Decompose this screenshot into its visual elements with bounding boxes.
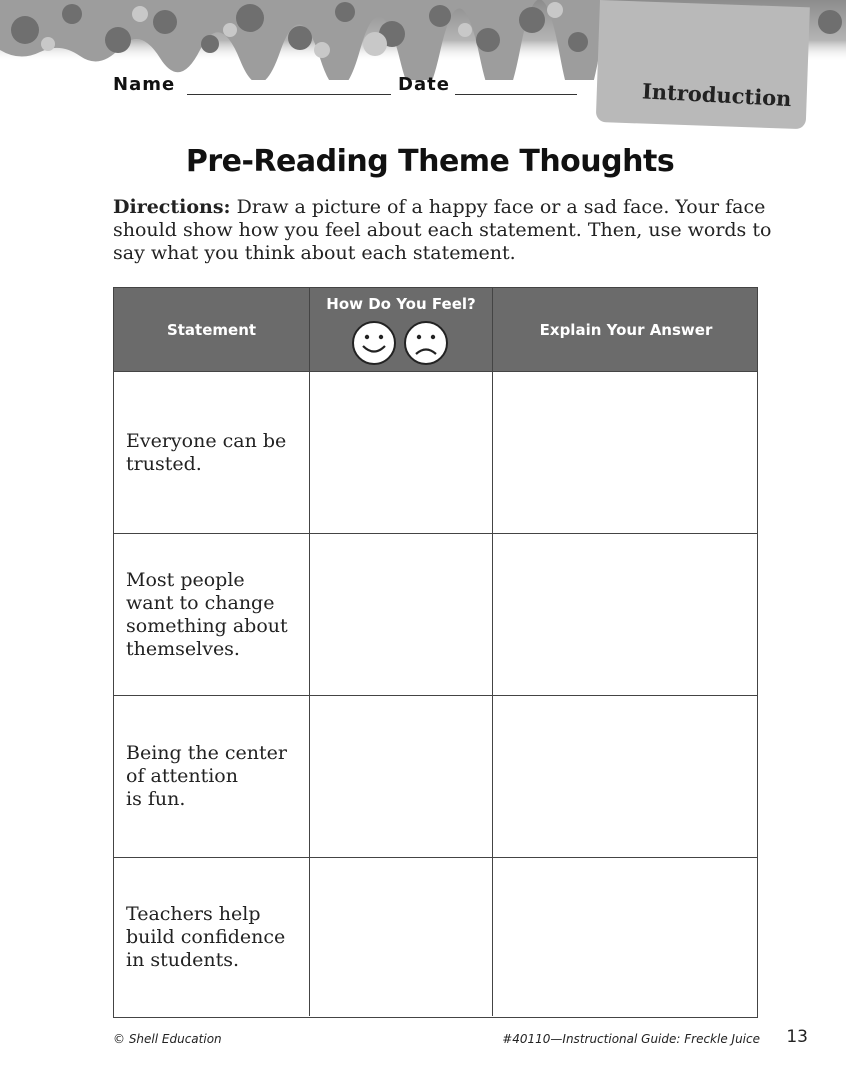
feel-answer-cell[interactable]	[310, 534, 493, 695]
header-feel	[310, 288, 493, 371]
date-line[interactable]	[455, 94, 577, 95]
sad-face-icon	[405, 322, 447, 364]
feel-answer-cell[interactable]	[310, 858, 493, 1016]
statement-cell	[114, 696, 310, 857]
header-feel-label: How Do You Feel?	[326, 295, 476, 313]
directions-paragraph	[113, 196, 773, 265]
table-header	[114, 288, 757, 371]
table-row	[114, 857, 757, 1016]
footer-copyright: © Shell Education	[113, 1032, 222, 1046]
statement-cell	[114, 534, 310, 695]
statement-text: Most people want to change something about themselves.	[126, 568, 288, 660]
response-table	[113, 287, 758, 1018]
directions-lead: Directions:	[113, 196, 231, 218]
footer-product-code: #40110—Instructional Guide: Freckle Juice	[502, 1032, 760, 1046]
header-statement	[114, 288, 310, 371]
feel-answer-cell[interactable]	[310, 696, 493, 857]
section-tab-label: Introduction	[641, 78, 793, 112]
happy-face-icon	[353, 322, 395, 364]
name-line[interactable]	[187, 94, 391, 95]
statement-cell	[114, 372, 310, 533]
statement-cell	[114, 858, 310, 1016]
directions-text: Draw a picture of a happy face or a sad face. Your face should show how you feel about each statement. Then, use words to say what you think about each statement.	[113, 196, 772, 264]
header-explain	[493, 288, 759, 371]
statement-text: Being the center of attention is fun.	[126, 742, 287, 810]
name-date-row	[113, 74, 583, 98]
explain-answer-cell[interactable]	[493, 534, 759, 695]
statement-text: Everyone can be trusted.	[126, 429, 287, 475]
table-row	[114, 695, 757, 857]
page-number: 13	[786, 1027, 808, 1047]
explain-answer-cell[interactable]	[493, 858, 759, 1016]
statement-text: Teachers help build confidence in students.	[126, 902, 286, 971]
feel-answer-cell[interactable]	[310, 372, 493, 533]
explain-answer-cell[interactable]	[493, 372, 759, 533]
faces-group	[352, 320, 452, 366]
table-row	[114, 533, 757, 695]
explain-answer-cell[interactable]	[493, 696, 759, 857]
table-row	[114, 371, 757, 533]
date-label: Date	[398, 74, 450, 95]
page-title: Pre-Reading Theme Thoughts	[185, 144, 675, 179]
name-label: Name	[113, 74, 176, 95]
header-explain-label: Explain Your Answer	[539, 321, 713, 339]
header-statement-label: Statement	[166, 321, 257, 339]
